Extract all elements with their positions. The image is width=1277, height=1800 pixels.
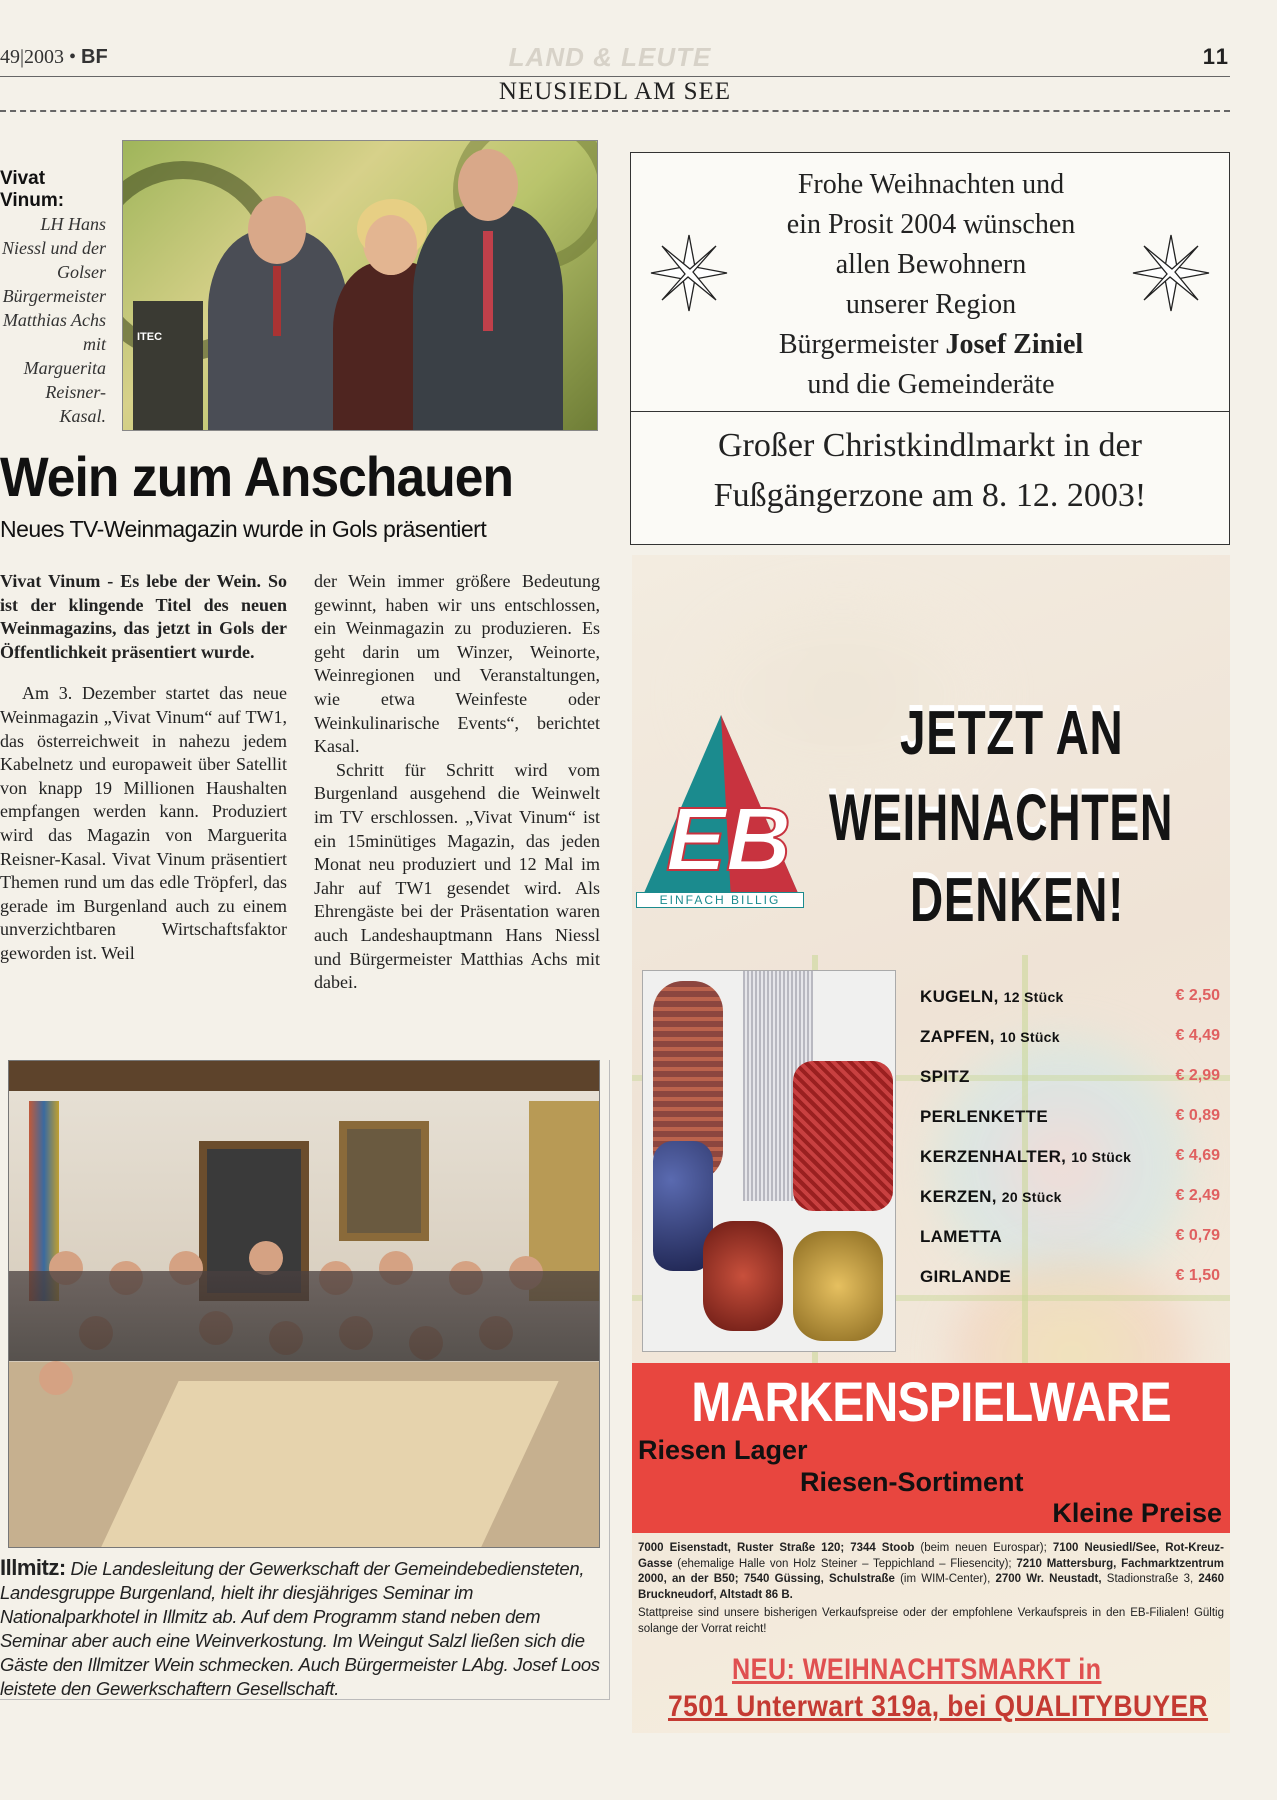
product-name: PERLENKETTE <box>920 1107 1048 1126</box>
christmas-greeting-box <box>630 152 1230 545</box>
address-part: (im WIM-Center), <box>900 1573 991 1585</box>
product-price: € 2,50 <box>1175 987 1220 1004</box>
markenspielware-title: MARKENSPIELWARE <box>691 1370 1171 1433</box>
product-name: KUGELN, <box>920 987 999 1006</box>
eb-logo <box>636 710 806 910</box>
product-price: € 4,49 <box>1175 1027 1220 1044</box>
illmitz-seminar-photo <box>8 1060 600 1548</box>
photo-label: ITEC <box>137 331 163 343</box>
greeting-mayor-title: Bürgermeister <box>778 329 939 360</box>
product-price: € 1,50 <box>1175 1267 1220 1284</box>
greeting-line-2: ein Prosit 2004 wünschen <box>786 209 1076 240</box>
photo-caption <box>0 168 106 428</box>
product-name: KERZENHALTER, <box>920 1147 1067 1166</box>
price-row <box>920 1103 1220 1131</box>
markenspielware-line-1: Riesen Lager <box>638 1435 808 1465</box>
price-disclaimer: Stattpreise sind unsere bisherigen Verkaufspreise oder der empfohlene Verkaufspreis in den EB-Filialen! Gültig solange der Vorrat reicht! <box>638 1607 1224 1635</box>
page-number: 11 <box>1202 44 1230 69</box>
place-title: NEUSIEDL AM SEE <box>498 78 732 105</box>
product-price: € 2,99 <box>1175 1067 1220 1084</box>
eb-advertisement <box>632 555 1230 1733</box>
illmitz-caption-text: Die Landesleitung der Gewerkschaft der Gemeindebediensteten, Landesgruppe Burgenland, hielt ihr diesjähriges Seminar im Nationalparkhotel in Illmitz ab. Auf dem Programm stand neben dem Seminar aber auch eine Weinverkostung. Im Weingut Salzl ließen sich die Gäste den Illmitzer Wein schmecken. Auch Bürgermeister LAbg. Josef Loos leistete den Gewerkschaftern Gesellschaft. <box>0 1558 600 1699</box>
price-row <box>920 1023 1220 1051</box>
address-part: (ehemalige Halle von Holz Steiner – Teppichland – Fliesencity); <box>677 1557 1012 1570</box>
product-name: ZAPFEN, <box>920 1027 995 1046</box>
greeting-line-3: allen Bewohnern <box>835 249 1027 280</box>
christmas-decorations-photo <box>642 970 896 1352</box>
header-rule <box>0 76 1230 77</box>
weihnachtsmarkt-notice-2: 7501 Unterwart 319a, bei QUALITYBUYER <box>668 1690 1209 1723</box>
price-row <box>920 1063 1220 1091</box>
address-part: Stadionstraße 3, <box>1106 1573 1194 1585</box>
greeting-mayor-name: Josef Ziniel <box>945 329 1084 360</box>
star-icon <box>649 233 729 313</box>
ad-headline-3: DENKEN! <box>910 866 1125 935</box>
christkindlmarkt-text <box>631 421 1229 521</box>
header-dashed-rule <box>0 110 1230 112</box>
ad-headline-1: JETZT AN <box>900 699 1124 768</box>
greeting-line-1: Frohe Weihnachten und <box>797 169 1065 200</box>
product-qty: 12 Stück <box>1003 989 1064 1005</box>
photo-caption-lead: Vivat Vinum: <box>0 168 65 211</box>
paper-name: BF <box>81 46 108 68</box>
address-part: 7000 Eisenstadt, Ruster Straße 120; 7344 Stoob <box>638 1542 915 1554</box>
vivat-vinum-photo <box>122 140 598 431</box>
greeting-line-5 <box>726 325 1136 365</box>
price-row <box>920 983 1220 1011</box>
weihnachtsmarkt-notice-1: NEU: WEIHNACHTSMARKT in <box>732 1653 1102 1686</box>
price-row <box>920 1263 1220 1291</box>
product-name: GIRLANDE <box>920 1267 1012 1286</box>
ad-headline-2: WEIHNACHTEN <box>829 780 1174 854</box>
greeting-text <box>726 165 1136 405</box>
star-icon <box>1131 233 1211 313</box>
product-price: € 4,69 <box>1175 1147 1220 1164</box>
address-part: (beim neuen Eurospar); <box>920 1542 1047 1554</box>
address-part: 2460 Bruckneudorf, Altstadt 86 B. <box>638 1573 1224 1601</box>
greeting-line-6: und die Gemeinderäte <box>807 369 1055 400</box>
issue-number: 49|2003 • <box>0 46 77 68</box>
product-name: LAMETTA <box>920 1227 1003 1246</box>
price-row <box>920 1143 1220 1171</box>
product-price: € 0,79 <box>1175 1227 1220 1244</box>
headline: Wein zum Anschauen <box>0 445 514 508</box>
article-paragraph-1: Am 3. Dezember startet das neue Weinmagazin „Vivat Vinum“ auf TW1, das österreichweit in nahezu jedem Kabelnetz und europaweit über Satellit von knapp 19 Millionen Haushalten empfangen werden kann. Produziert wird das Magazin von Marguerita Reisner-Kasal. Vivat Vinum präsentiert Themen rund um das edle Tröpferl, das gerade im Burgenland auch zu einem unverzichtbaren Wirtschaftsfaktor geworden ist. Weil <box>0 683 287 963</box>
address-part: 7100 Neusiedl/See, Rot-Kreuz-Gasse <box>638 1542 1224 1570</box>
product-qty: 10 Stück <box>999 1029 1060 1045</box>
markenspielware-banner <box>632 1363 1230 1533</box>
photo-caption-text: LH Hans Niessl und der Golser Bürgermeister Matthias Achs mit Marguerita Reisner-Kasal. <box>1 214 106 426</box>
address-part: 2700 Wr. Neustadt, <box>995 1573 1102 1585</box>
address-part: 7210 Mattersburg, Fachmarktzentrum 2000, an der B50; 7540 Güssing, Schulstraße <box>638 1557 1224 1585</box>
markenspielware-line-3: Kleine Preise <box>1052 1498 1222 1528</box>
article-column-1 <box>0 570 287 966</box>
illmitz-caption-lead: Illmitz: <box>0 1555 66 1580</box>
article-lead: Vivat Vinum - Es lebe der Wein. So ist der klingende Titel des neuen Weinmagazins, das jetzt in Gols der Öffentlichkeit präsentiert wurde. <box>0 571 287 662</box>
product-qty: 20 Stück <box>1001 1189 1062 1205</box>
article-column-2 <box>314 570 600 995</box>
article-paragraph-3: Schritt für Schritt wird vom Burgenland ausgehend die Weinwelt im TV erschlossen. „Vivat Vinum“ ist ein 15minütiges Magazin, das jeden Monat neu produziert und 12 Mal im Jahr auf TW1 gesendet wird. Als Ehrengäste bei der Präsentation waren auch Landeshauptmann Hans Niessl und Bürgermeister Matthias Achs mit dabei. <box>314 759 600 993</box>
price-row <box>920 1183 1220 1211</box>
product-price: € 2,49 <box>1175 1187 1220 1204</box>
product-price: € 0,89 <box>1175 1107 1220 1124</box>
store-addresses <box>638 1541 1224 1637</box>
greeting-divider <box>631 411 1229 412</box>
product-qty: 10 Stück <box>1071 1149 1132 1165</box>
market-line-1: Großer Christkindlmarkt in der <box>718 427 1142 464</box>
eb-logo-subtitle: EINFACH BILLIG <box>636 892 804 908</box>
section-title: LAND & LEUTE <box>508 42 712 72</box>
product-name: SPITZ <box>920 1067 970 1086</box>
product-name: KERZEN, <box>920 1187 997 1206</box>
greeting-line-4: unserer Region <box>845 289 1017 320</box>
markenspielware-line-2: Riesen-Sortiment <box>800 1467 1024 1497</box>
market-line-2: Fußgängerzone am 8. 12. 2003! <box>713 477 1147 514</box>
illmitz-caption <box>0 1556 600 1701</box>
subheadline: Neues TV-Weinmagazin wurde in Gols präsentiert <box>0 516 487 542</box>
issue-info <box>0 46 108 69</box>
eb-logo-text: EB <box>666 790 792 890</box>
article-paragraph-2: der Wein immer größere Bedeutung gewinnt, haben wir uns entschlossen, ein Weinmagazin zu produzieren. Es geht darin um Winzer, Weinorte, Weinregionen und Veranstaltungen, wie etwa Weinfeste oder Weinkulinarische Events“, berichtet Kasal. <box>314 571 600 757</box>
price-row <box>920 1223 1220 1251</box>
